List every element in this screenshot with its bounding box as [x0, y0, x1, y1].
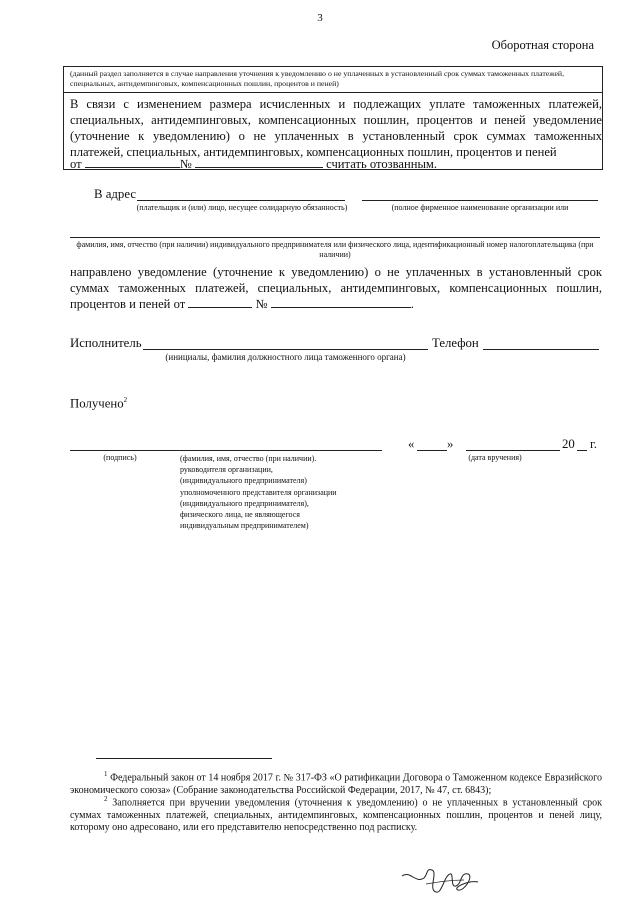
- payer-field[interactable]: [137, 200, 345, 201]
- year-prefix: 20: [562, 437, 575, 451]
- footnote-mark: 1: [104, 770, 108, 778]
- phone-label: Телефон: [432, 336, 479, 350]
- recall-number-field[interactable]: [195, 156, 323, 168]
- sent-notice-paragraph: [70, 264, 602, 312]
- sent-number-label: №: [255, 297, 268, 311]
- full-name-caption: фамилия, имя, отчество (при наличии) индивидуального предпринимателя или физического лица, идентификационный номер налогоплательщика (при наличии): [76, 240, 594, 259]
- sent-end: .: [410, 297, 414, 311]
- signature-field[interactable]: [70, 450, 382, 451]
- name-caption: [180, 453, 360, 531]
- name-caption-line: уполномоченного представителя организации: [180, 487, 337, 497]
- year-suffix: г.: [590, 437, 598, 451]
- address-label: В адрес: [94, 187, 137, 201]
- name-caption-line: (индивидуального предпринимателя),: [180, 498, 309, 508]
- recall-section-text: В связи с изменением размера исчисленных и подлежащих уплате таможенных платежей, специальных, антидемпинговых, компенсационных пошлин, процентов и пеней уведомление (уточнение к уведомлению) о не уплаченных в установленный срок суммах таможенных платежей, специальных, антидемпинговых, компенсационных пошлин, процентов и пеней: [70, 97, 602, 159]
- recall-date-field[interactable]: [85, 156, 180, 168]
- footnote-mark: 2: [104, 795, 108, 803]
- received-label: [70, 396, 127, 411]
- day-field[interactable]: [417, 450, 447, 451]
- organization-caption: (полное фирменное наименование организации или: [391, 203, 569, 212]
- handwritten-initials: [398, 862, 482, 898]
- phone-field[interactable]: [483, 349, 599, 350]
- sent-date-field[interactable]: [188, 296, 252, 308]
- sent-notice-text: направлено уведомление (уточнение к уведомлению) о не уплаченных в установленный срок суммах таможенных платежей, специальных, антидемпинговых, компенсационных пошлин, процентов и пеней от: [70, 265, 602, 311]
- name-caption-line: руководителя организации,: [180, 465, 273, 475]
- name-caption-line: (индивидуального предпринимателя): [180, 476, 307, 486]
- month-field[interactable]: [466, 450, 560, 451]
- footnote-divider: [96, 758, 272, 759]
- quote-open: «: [408, 437, 415, 451]
- name-caption-line: (фамилия, имя, отчество (при наличии).: [180, 454, 317, 463]
- year-field[interactable]: [577, 450, 587, 451]
- full-name-field[interactable]: [70, 237, 600, 238]
- recall-section-note: (данный раздел заполняется в случае направления уточнения к уведомлению о не уплаченных в установленный срок суммах таможенных платежей, специальных, антидемпинговых, компенсационных пошлин, процентов и пеней): [70, 69, 565, 88]
- signature-caption: (подпись): [103, 453, 137, 462]
- recall-number-label: №: [179, 157, 192, 171]
- executor-caption: (инициалы, фамилия должностного лица таможенного органа): [165, 352, 406, 362]
- recall-from-label: от: [70, 157, 82, 171]
- payer-caption: (плательщик и (или) лицо, несущее солидарную обязанность): [136, 203, 348, 212]
- quote-close: »: [447, 437, 454, 451]
- recall-section-last-line: [70, 156, 602, 172]
- executor-label: Исполнитель: [70, 336, 142, 350]
- date-caption: (дата вручения): [468, 453, 522, 462]
- received-text: Получено: [70, 396, 124, 411]
- page-number: 3: [317, 12, 323, 24]
- recall-ending: считать отозванным.: [326, 157, 438, 171]
- received-footnote-mark: 2: [123, 396, 128, 404]
- name-caption-line: физического лица, не являющегося: [180, 510, 300, 520]
- footnote-text: Заполняется при вручении уведомления (уточнения к уведомлению) о не уплаченных в установленный срок суммах таможенных платежей, специальных, антидемпинговых, компенсационных пошлин, процентов и пеней лицу, которому оно адресовано, или его представителю непосредственно под расписку.: [70, 797, 602, 834]
- recall-section-divider: [64, 92, 602, 93]
- executor-field[interactable]: [143, 349, 428, 350]
- organization-name-field[interactable]: [362, 200, 598, 201]
- side-label: Оборотная сторона: [491, 38, 594, 52]
- footnote-text: Федеральный закон от 14 ноября 2017 г. № 317-ФЗ «О ратификации Договора о Таможенном кодексе Евразийского экономического союза» (Собрание законодательства Российской Федерации, 2017, № 47, ст. 6843);: [70, 772, 603, 796]
- name-caption-line: индивидуальным предпринимателем): [180, 521, 309, 531]
- footnote-2: [70, 793, 602, 835]
- sent-number-field[interactable]: [271, 296, 411, 308]
